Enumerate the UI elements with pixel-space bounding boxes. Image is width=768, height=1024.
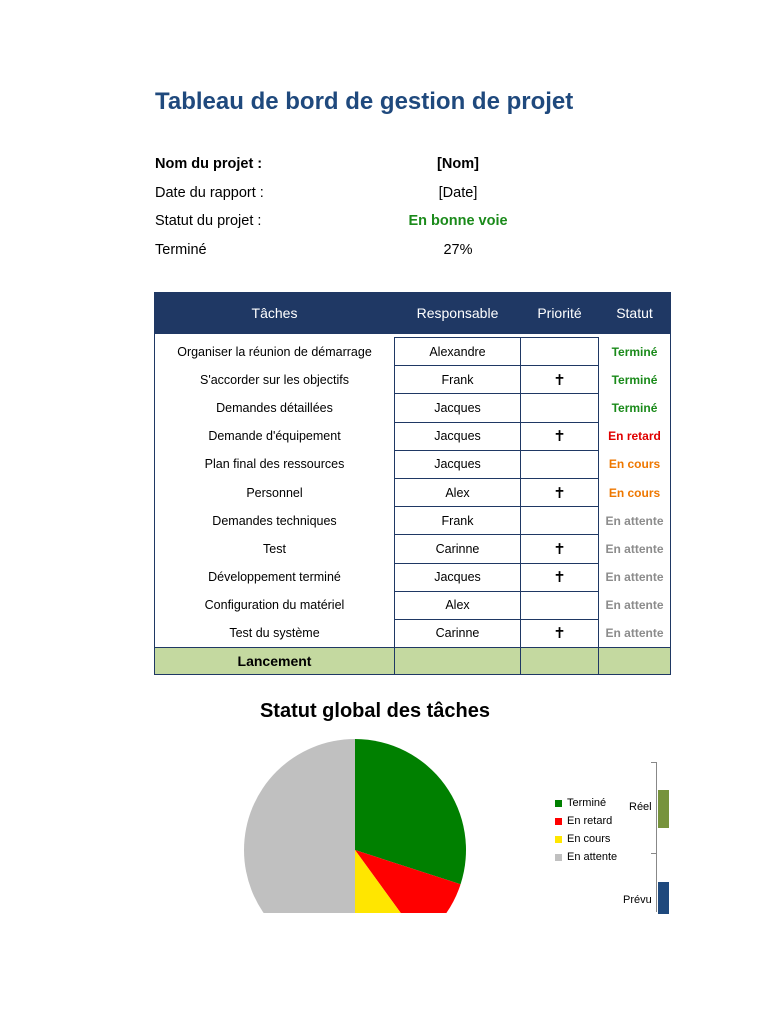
- priority-cross-icon: ✝: [553, 371, 566, 389]
- info-label: Terminé: [155, 241, 207, 258]
- mini-bar-actual: [658, 790, 669, 828]
- info-label: Statut du projet :: [155, 213, 262, 229]
- task-status: En attente: [599, 535, 671, 563]
- mini-bar-planned: [658, 882, 669, 914]
- legend-item: [555, 830, 617, 848]
- header-tasks: Tâches: [155, 293, 395, 334]
- priority-cross-icon: ✝: [553, 569, 566, 587]
- task-name: Organiser la réunion de démarrage: [155, 338, 395, 366]
- task-owner: Alex: [395, 591, 521, 619]
- header-priority: Priorité: [521, 293, 599, 334]
- task-owner: Alexandre: [395, 338, 521, 366]
- priority-cross-icon: ✝: [553, 484, 566, 502]
- task-owner: Carinne: [395, 535, 521, 563]
- task-owner: Frank: [395, 366, 521, 394]
- task-status: Terminé: [599, 338, 671, 366]
- chart-title: Statut global des tâches: [259, 700, 491, 722]
- task-owner: Frank: [395, 507, 521, 535]
- task-name: S'accorder sur les objectifs: [155, 366, 395, 394]
- info-value: [Nom]: [437, 156, 479, 172]
- task-status: En attente: [599, 619, 671, 647]
- footer-label: Lancement: [155, 648, 395, 675]
- legend-item: [555, 812, 617, 830]
- task-status: Terminé: [599, 366, 671, 394]
- task-status: En attente: [599, 507, 671, 535]
- mini-axis: [656, 762, 657, 912]
- task-name: Demandes techniques: [155, 507, 395, 535]
- legend-swatch: [555, 800, 562, 807]
- legend-item: [555, 848, 617, 866]
- mini-label-planned: Prévu: [623, 894, 652, 906]
- task-status: En cours: [599, 450, 671, 478]
- legend-item: [555, 794, 617, 812]
- legend-swatch: [555, 818, 562, 825]
- completion-value: 27%: [443, 241, 473, 258]
- task-status: En retard: [599, 422, 671, 450]
- task-status: En cours: [599, 478, 671, 506]
- info-label: Date du rapport :: [155, 184, 264, 201]
- header-owner: Responsable: [395, 293, 521, 334]
- task-name: Test du système: [155, 619, 395, 647]
- task-name: Demandes détaillées: [155, 394, 395, 422]
- info-value: [Date]: [438, 184, 478, 201]
- info-label: Nom du projet :: [155, 156, 263, 172]
- mini-tick: [651, 853, 656, 854]
- task-name: Développement terminé: [155, 563, 395, 591]
- task-name: Plan final des ressources: [155, 450, 395, 478]
- task-owner: Alex: [395, 478, 521, 506]
- priority-cross-icon: ✝: [553, 428, 566, 446]
- task-status: Terminé: [599, 394, 671, 422]
- mini-label-actual: Réel: [629, 801, 652, 813]
- task-name: Demande d'équipement: [155, 422, 395, 450]
- header-status: Statut: [599, 293, 671, 334]
- legend-label: En cours: [567, 833, 611, 845]
- priority-cross-icon: ✝: [553, 540, 566, 558]
- task-name: Test: [155, 535, 395, 563]
- task-status: En attente: [599, 591, 671, 619]
- task-owner: Jacques: [395, 563, 521, 591]
- legend-label: Terminé: [567, 797, 607, 809]
- task-owner: Jacques: [395, 450, 521, 478]
- priority-cross-icon: ✝: [553, 625, 566, 643]
- chart-legend: [555, 794, 617, 866]
- mini-tick: [651, 762, 656, 763]
- legend-swatch: [555, 836, 562, 843]
- pie-slice-3: [244, 739, 355, 961]
- task-owner: Carinne: [395, 619, 521, 647]
- task-owner: Jacques: [395, 422, 521, 450]
- page-title: Tableau de bord de gestion de projet: [155, 88, 574, 115]
- legend-label: En attente: [567, 851, 618, 863]
- task-owner: Jacques: [395, 394, 521, 422]
- task-status: En attente: [599, 563, 671, 591]
- legend-swatch: [555, 854, 562, 861]
- task-name: Personnel: [155, 478, 395, 506]
- legend-label: En retard: [567, 815, 613, 827]
- project-status-value: En bonne voie: [408, 213, 508, 229]
- task-name: Configuration du matériel: [155, 591, 395, 619]
